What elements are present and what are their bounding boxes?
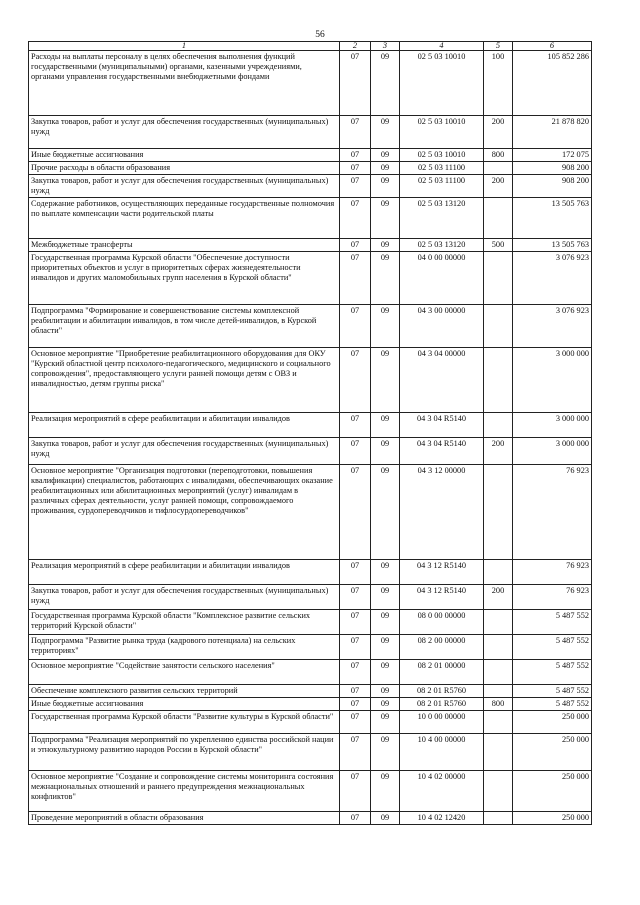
target-article-cell: 02 5 03 13120 [400, 239, 484, 252]
row-name-cell: Реализация мероприятий в сфере реабилитации и абилитации инвалидов [29, 413, 340, 438]
subsection-code-cell: 09 [371, 198, 400, 239]
row-name-cell: Прочие расходы в области образования [29, 162, 340, 175]
section-code-cell: 07 [340, 812, 371, 825]
section-code-cell: 07 [340, 252, 371, 305]
subsection-code-cell: 09 [371, 252, 400, 305]
target-article-cell: 04 3 00 00000 [400, 305, 484, 348]
row-name-cell: Иные бюджетные ассигнования [29, 698, 340, 711]
expense-type-cell [484, 305, 513, 348]
row-name-cell: Государственная программа Курской области "Комплексное развитие сельских территорий Курской области" [29, 610, 340, 635]
table-row [29, 198, 592, 239]
row-name-cell: Основное мероприятие "Приобретение реабилитационного оборудования для ОКУ "Курский областной центр психолого-педагогического, медицинского и социального сопровождения", предоставляющего услуги ранней помощи детям с ОВЗ и инвалидностью, детям группы риска" [29, 348, 340, 413]
column-header: 3 [371, 42, 400, 51]
subsection-code-cell: 09 [371, 685, 400, 698]
expense-type-cell [484, 635, 513, 660]
section-code-cell: 07 [340, 116, 371, 149]
budget-table [28, 41, 592, 825]
subsection-code-cell: 09 [371, 711, 400, 734]
column-header: 1 [29, 42, 340, 51]
table-row [29, 698, 592, 711]
table-row [29, 465, 592, 560]
target-article-cell: 04 3 04 R5140 [400, 438, 484, 465]
amount-cell: 76 923 [513, 585, 592, 610]
table-row [29, 711, 592, 734]
target-article-cell: 04 3 04 R5140 [400, 413, 484, 438]
table-row [29, 635, 592, 660]
section-code-cell: 07 [340, 585, 371, 610]
table-row [29, 438, 592, 465]
row-name-cell: Обеспечение комплексного развития сельских территорий [29, 685, 340, 698]
table-body [29, 51, 592, 825]
row-name-cell: Подпрограмма "Формирование и совершенствование системы комплексной реабилитации и абилитации инвалидов, в том числе детей-инвалидов, в Курской области" [29, 305, 340, 348]
target-article-cell: 02 5 03 11100 [400, 162, 484, 175]
amount-cell: 76 923 [513, 560, 592, 585]
target-article-cell: 08 2 00 00000 [400, 635, 484, 660]
amount-cell: 3 000 000 [513, 413, 592, 438]
expense-type-cell [484, 252, 513, 305]
row-name-cell: Закупка товаров, работ и услуг для обеспечения государственных (муниципальных) нужд [29, 116, 340, 149]
target-article-cell: 10 4 00 00000 [400, 734, 484, 771]
subsection-code-cell: 09 [371, 610, 400, 635]
amount-cell: 250 000 [513, 711, 592, 734]
subsection-code-cell: 09 [371, 438, 400, 465]
expense-type-cell [484, 465, 513, 560]
subsection-code-cell: 09 [371, 465, 400, 560]
expense-type-cell [484, 734, 513, 771]
amount-cell: 105 852 286 [513, 51, 592, 116]
target-article-cell: 10 4 02 00000 [400, 771, 484, 812]
section-code-cell: 07 [340, 413, 371, 438]
amount-cell: 13 505 763 [513, 198, 592, 239]
section-code-cell: 07 [340, 734, 371, 771]
row-name-cell: Государственная программа Курской области "Развитие культуры в Курской области" [29, 711, 340, 734]
amount-cell: 250 000 [513, 771, 592, 812]
section-code-cell: 07 [340, 162, 371, 175]
section-code-cell: 07 [340, 711, 371, 734]
row-name-cell: Основное мероприятие "Содействие занятости сельского населения" [29, 660, 340, 685]
column-header: 6 [513, 42, 592, 51]
row-name-cell: Содержание работников, осуществляющих переданные государственные полномочия по выплате компенсации части родительской платы [29, 198, 340, 239]
section-code-cell: 07 [340, 239, 371, 252]
expense-type-cell: 200 [484, 585, 513, 610]
expense-type-cell [484, 711, 513, 734]
amount-cell: 76 923 [513, 465, 592, 560]
subsection-code-cell: 09 [371, 734, 400, 771]
column-header: 2 [340, 42, 371, 51]
target-article-cell: 08 0 00 00000 [400, 610, 484, 635]
table-row [29, 348, 592, 413]
target-article-cell: 02 5 03 10010 [400, 116, 484, 149]
table-row [29, 685, 592, 698]
section-code-cell: 07 [340, 438, 371, 465]
table-row [29, 149, 592, 162]
row-name-cell: Подпрограмма "Реализация мероприятий по укреплению единства российской нации и этнокультурному развитию народов России в Курской области" [29, 734, 340, 771]
subsection-code-cell: 09 [371, 239, 400, 252]
subsection-code-cell: 09 [371, 698, 400, 711]
section-code-cell: 07 [340, 198, 371, 239]
row-name-cell: Основное мероприятие "Организация подготовки (переподготовки, повышения квалификации) специалистов, работающих с инвалидами, обеспечивающих оказание реабилитационных или абилитационных мероприятий (услуг) инвалидам в различных сферах деятельности, услуг ранней помощи, сопровождаемого проживания, сурдопереводчиков и тифлосурдопереводчиков" [29, 465, 340, 560]
row-name-cell: Подпрограмма "Развитие рынка труда (кадрового потенциала) на сельских территориях" [29, 635, 340, 660]
table-row [29, 239, 592, 252]
expense-type-cell: 800 [484, 698, 513, 711]
row-name-cell: Закупка товаров, работ и услуг для обеспечения государственных (муниципальных) нужд [29, 438, 340, 465]
row-name-cell: Иные бюджетные ассигнования [29, 149, 340, 162]
table-header-row [29, 42, 592, 51]
expense-type-cell [484, 610, 513, 635]
target-article-cell: 02 5 03 11100 [400, 175, 484, 198]
section-code-cell: 07 [340, 660, 371, 685]
column-header: 5 [484, 42, 513, 51]
section-code-cell: 07 [340, 698, 371, 711]
section-code-cell: 07 [340, 635, 371, 660]
row-name-cell: Основное мероприятие "Создание и сопровождение системы мониторинга состояния межнациональных отношений и раннего предупреждения межнациональных конфликтов" [29, 771, 340, 812]
amount-cell: 5 487 552 [513, 685, 592, 698]
amount-cell: 5 487 552 [513, 698, 592, 711]
table-row [29, 175, 592, 198]
target-article-cell: 08 2 01 00000 [400, 660, 484, 685]
row-name-cell: Закупка товаров, работ и услуг для обеспечения государственных (муниципальных) нужд [29, 585, 340, 610]
amount-cell: 3 076 923 [513, 252, 592, 305]
table-row [29, 610, 592, 635]
expense-type-cell [484, 162, 513, 175]
section-code-cell: 07 [340, 348, 371, 413]
target-article-cell: 10 0 00 00000 [400, 711, 484, 734]
table-row [29, 660, 592, 685]
target-article-cell: 04 3 04 00000 [400, 348, 484, 413]
target-article-cell: 02 5 03 10010 [400, 149, 484, 162]
table-row [29, 585, 592, 610]
target-article-cell: 08 2 01 R5760 [400, 685, 484, 698]
section-code-cell: 07 [340, 465, 371, 560]
expense-type-cell: 200 [484, 116, 513, 149]
subsection-code-cell: 09 [371, 175, 400, 198]
expense-type-cell: 800 [484, 149, 513, 162]
table-row [29, 413, 592, 438]
amount-cell: 3 000 000 [513, 438, 592, 465]
table-row [29, 734, 592, 771]
expense-type-cell [484, 413, 513, 438]
expense-type-cell: 200 [484, 438, 513, 465]
target-article-cell: 04 3 12 R5140 [400, 585, 484, 610]
expense-type-cell [484, 685, 513, 698]
target-article-cell: 04 3 12 00000 [400, 465, 484, 560]
subsection-code-cell: 09 [371, 585, 400, 610]
expense-type-cell [484, 660, 513, 685]
section-code-cell: 07 [340, 560, 371, 585]
table-row [29, 162, 592, 175]
expense-type-cell: 500 [484, 239, 513, 252]
target-article-cell: 10 4 02 12420 [400, 812, 484, 825]
table-row [29, 560, 592, 585]
subsection-code-cell: 09 [371, 348, 400, 413]
subsection-code-cell: 09 [371, 560, 400, 585]
table-row [29, 51, 592, 116]
expense-type-cell: 200 [484, 175, 513, 198]
page-number: 56 [315, 30, 325, 40]
row-name-cell: Межбюджетные трансферты [29, 239, 340, 252]
table-row [29, 771, 592, 812]
amount-cell: 3 000 000 [513, 348, 592, 413]
amount-cell: 5 487 552 [513, 610, 592, 635]
subsection-code-cell: 09 [371, 660, 400, 685]
section-code-cell: 07 [340, 685, 371, 698]
section-code-cell: 07 [340, 305, 371, 348]
amount-cell: 5 487 552 [513, 660, 592, 685]
section-code-cell: 07 [340, 175, 371, 198]
target-article-cell: 08 2 01 R5760 [400, 698, 484, 711]
row-name-cell: Проведение мероприятий в области образования [29, 812, 340, 825]
expense-type-cell [484, 560, 513, 585]
row-name-cell: Расходы на выплаты персоналу в целях обеспечения выполнения функций государственными (муниципальными) органами, казенными учреждениями, органами управления государственными внебюджетными фондами [29, 51, 340, 116]
amount-cell: 21 878 820 [513, 116, 592, 149]
table-row [29, 252, 592, 305]
table-row [29, 812, 592, 825]
expense-type-cell [484, 812, 513, 825]
column-header: 4 [400, 42, 484, 51]
amount-cell: 172 075 [513, 149, 592, 162]
target-article-cell: 02 5 03 13120 [400, 198, 484, 239]
section-code-cell: 07 [340, 51, 371, 116]
expense-type-cell [484, 198, 513, 239]
subsection-code-cell: 09 [371, 51, 400, 116]
row-name-cell: Закупка товаров, работ и услуг для обеспечения государственных (муниципальных) нужд [29, 175, 340, 198]
table-row [29, 305, 592, 348]
subsection-code-cell: 09 [371, 305, 400, 348]
amount-cell: 5 487 552 [513, 635, 592, 660]
expense-type-cell [484, 348, 513, 413]
subsection-code-cell: 09 [371, 413, 400, 438]
section-code-cell: 07 [340, 771, 371, 812]
section-code-cell: 07 [340, 149, 371, 162]
amount-cell: 13 505 763 [513, 239, 592, 252]
row-name-cell: Реализация мероприятий в сфере реабилитации и абилитации инвалидов [29, 560, 340, 585]
table-row [29, 116, 592, 149]
amount-cell: 250 000 [513, 734, 592, 771]
target-article-cell: 02 5 03 10010 [400, 51, 484, 116]
amount-cell: 250 000 [513, 812, 592, 825]
amount-cell: 908 200 [513, 175, 592, 198]
target-article-cell: 04 3 12 R5140 [400, 560, 484, 585]
subsection-code-cell: 09 [371, 635, 400, 660]
target-article-cell: 04 0 00 00000 [400, 252, 484, 305]
row-name-cell: Государственная программа Курской области "Обеспечение доступности приоритетных объектов и услуг в приоритетных сферах жизнедеятельности инвалидов и других маломобильных групп населения в Курской области" [29, 252, 340, 305]
expense-type-cell [484, 771, 513, 812]
subsection-code-cell: 09 [371, 812, 400, 825]
amount-cell: 908 200 [513, 162, 592, 175]
subsection-code-cell: 09 [371, 149, 400, 162]
subsection-code-cell: 09 [371, 771, 400, 812]
subsection-code-cell: 09 [371, 162, 400, 175]
expense-type-cell: 100 [484, 51, 513, 116]
subsection-code-cell: 09 [371, 116, 400, 149]
amount-cell: 3 076 923 [513, 305, 592, 348]
section-code-cell: 07 [340, 610, 371, 635]
